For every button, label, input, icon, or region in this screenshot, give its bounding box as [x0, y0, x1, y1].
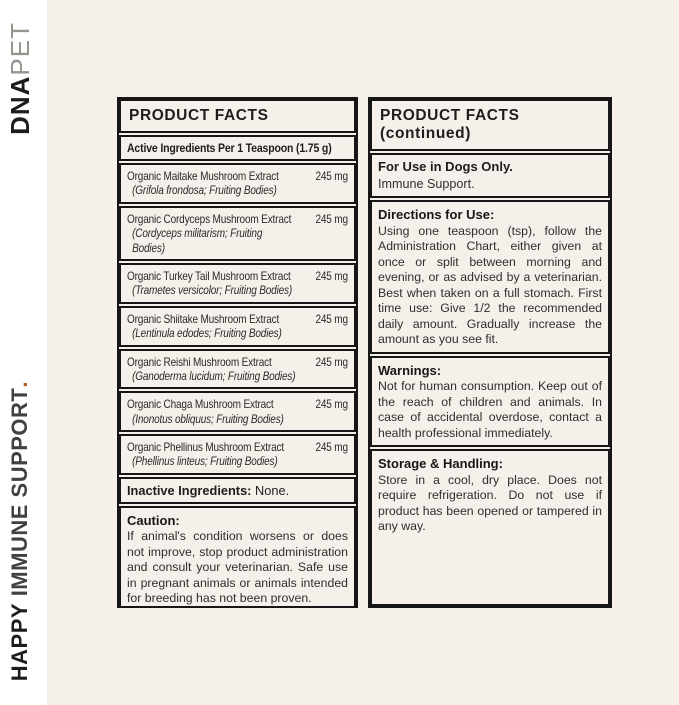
storage-title: Storage & Handling: [378, 456, 503, 472]
ingredient-row-turkey-tail [119, 263, 356, 304]
ingredient-name: Organic Shiitake Mushroom Extract [127, 311, 280, 326]
inactive-ingredients-label: Inactive Ingredients: [127, 482, 252, 498]
ingredient-row-chaga [119, 391, 356, 432]
for-use-section [370, 153, 610, 198]
ingredient-amount: 245 mg [315, 397, 348, 412]
ingredient-row-maitake [119, 163, 356, 204]
ingredient-name: Organic Cordyceps Mushroom Extract [127, 211, 292, 226]
caution-section [119, 506, 356, 608]
ingredient-name: Organic Phellinus Mushroom Extract [127, 440, 284, 455]
ingredient-amount: 245 mg [315, 311, 348, 326]
directions-title: Directions for Use: [378, 207, 495, 223]
directions-text: Using one teaspoon (tsp), follow the Administration Chart, either given at once or split between morning and evening, or as advised by a veterinarian. Best when taken on a full stomach. First time use: Give 1/2 the recommended daily amount. Gradually increase the amount as you see fit. [378, 223, 602, 347]
active-ingredients-header: Active Ingredients Per 1 Teaspoon (1.75 g) [119, 135, 356, 161]
inactive-ingredients-value: None. [251, 482, 290, 498]
immune-support-line: Immune Support. [378, 176, 475, 191]
ingredient-latin-name: (Grifola frondosa; Fruiting Bodies) [132, 183, 277, 198]
ingredient-amount: 245 mg [315, 268, 348, 283]
tagline-accent-dot: . [7, 380, 32, 388]
caution-title: Caution: [127, 512, 180, 528]
ingredient-amount: 245 mg [315, 440, 348, 455]
product-facts-panel [117, 97, 358, 608]
brand-logo [5, 22, 36, 135]
ingredient-amount: 245 mg [315, 354, 348, 369]
ingredient-row-shiitake [119, 306, 356, 347]
inactive-ingredients-row [119, 477, 356, 504]
tagline-rest: IMMUNE SUPPORT [7, 387, 32, 603]
ingredient-latin-name: (Lentinula edodes; Fruiting Bodies) [132, 326, 282, 341]
ingredient-amount: 245 mg [315, 169, 348, 183]
warnings-text: Not for human consumption. Keep out of the reach of children and animals. In case of accidental overdose, contact a health professional immediately. [378, 379, 602, 440]
caution-text: If animal's condition worsens or does not improve, stop product administration and consult your veterinarian. Safe use in pregnant animals or animals intended for breeding has not been proven. [127, 529, 348, 606]
brand-name-bold: DNA [5, 75, 35, 135]
ingredient-name: Organic Maitake Mushroom Extract [127, 169, 279, 183]
ingredient-latin-name: (Trametes versicolor; Fruiting Bodies) [132, 283, 293, 298]
ingredient-amount: 245 mg [315, 211, 348, 226]
ingredient-row-reishi [119, 349, 356, 390]
directions-section [370, 200, 610, 353]
panel-title: PRODUCT FACTS [119, 99, 356, 133]
warnings-title: Warnings: [378, 362, 442, 378]
product-facts-continued-panel [368, 97, 612, 608]
ingredient-row-phellinus [119, 434, 356, 475]
tagline-word-happy: HAPPY [7, 602, 32, 681]
warnings-section [370, 356, 610, 447]
panel-title-continued: PRODUCT FACTS (continued) [370, 99, 610, 151]
storage-text: Store in a cool, dry place. Does not require refrigeration. Do not use if product has been opened or tampered in any way. [378, 472, 602, 534]
ingredient-latin-name: (Cordyceps militarism; Fruiting [132, 226, 263, 241]
ingredient-name: Organic Turkey Tail Mushroom Extract [127, 268, 291, 283]
for-use-line: For Use in Dogs Only. [378, 159, 513, 174]
product-tagline [7, 381, 33, 681]
ingredient-latin-name: (Phellinus linteus; Fruiting Bodies) [132, 454, 278, 469]
ingredient-latin-name: (Ganoderma lucidum; Fruiting Bodies) [132, 368, 296, 383]
ingredient-name: Organic Reishi Mushroom Extract [127, 354, 272, 369]
ingredient-row-cordyceps: Organic Cordyceps Mushroom Extract 245 mg (Cordyceps militarism; Fruiting Bodies) [119, 206, 356, 261]
ingredient-latin-name: (Inonotus obliquus; Fruiting Bodies) [132, 411, 284, 426]
ingredient-name: Organic Chaga Mushroom Extract [127, 397, 274, 412]
brand-name-light: PET [5, 22, 35, 76]
storage-section [370, 449, 610, 606]
